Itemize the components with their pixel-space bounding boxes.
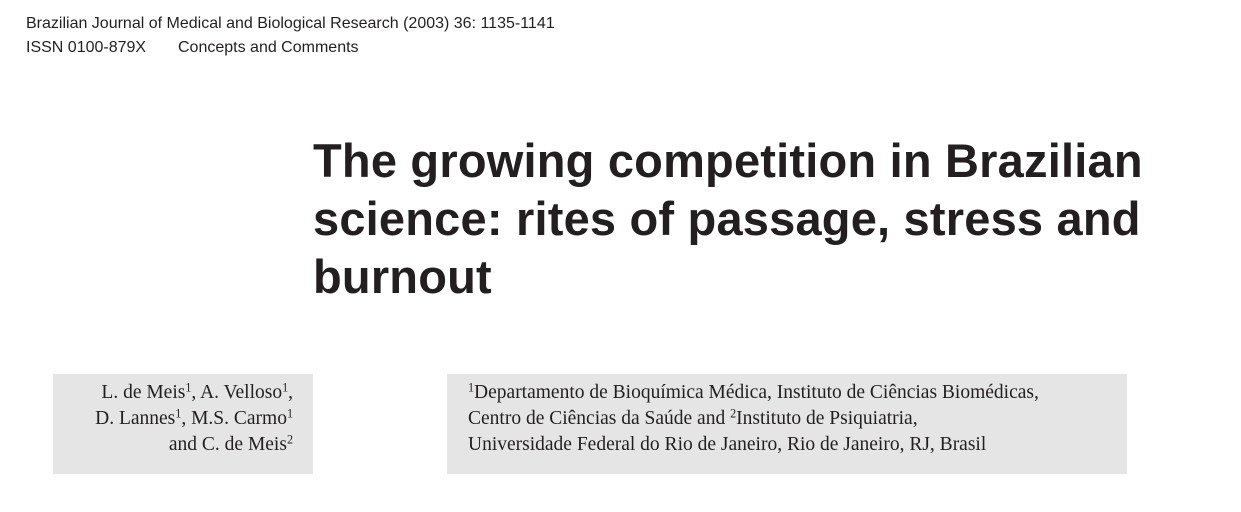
article-title [313, 132, 1213, 306]
journal-header [26, 12, 555, 60]
title-line-1: The growing competition in Brazilian [313, 134, 1143, 187]
affiliation-marker: 1 [185, 380, 192, 395]
affiliation-text: Instituto de Psiquiatria, [736, 408, 918, 429]
affiliation-marker: 1 [175, 406, 182, 421]
title-line-3: burnout [313, 250, 492, 303]
affiliation-line-2 [468, 406, 1127, 432]
author-separator: , [181, 408, 192, 429]
journal-citation: Brazilian Journal of Medical and Biological Research (2003) 36: 1135-1141 [26, 15, 555, 32]
author-name: A. Velloso [200, 382, 283, 403]
affiliation-line-1 [468, 380, 1127, 406]
affiliation-text: Centro de Ciências da Saúde and [468, 408, 731, 429]
authors-box [53, 374, 313, 474]
affiliation-marker: 1 [286, 406, 293, 421]
journal-issn-line [26, 36, 555, 60]
authors-line-3 [53, 432, 293, 458]
affiliation-marker: 1 [468, 380, 475, 395]
authors-line-1 [53, 380, 293, 406]
author-name: M.S. Carmo [191, 408, 287, 429]
issn: ISSN 0100-879X [26, 39, 147, 56]
author-separator: , [191, 382, 201, 403]
section-label: Concepts and Comments [178, 39, 359, 56]
author-name: D. Lannes [95, 408, 176, 429]
affiliation-marker: 2 [730, 406, 737, 421]
author-name: L. de Meis [101, 382, 186, 403]
affiliation-marker: 2 [286, 432, 293, 447]
affiliation-text: Departamento de Bioquímica Médica, Instituto de Ciências Biomédicas, [474, 382, 1039, 403]
author-separator: , [288, 382, 293, 403]
affiliations-box [447, 374, 1127, 474]
affiliation-marker: 1 [282, 380, 289, 395]
title-line-2: science: rites of passage, stress and [313, 192, 1141, 245]
authors-line-2 [53, 406, 293, 432]
author-name: and C. de Meis [168, 434, 287, 455]
affiliation-line-3: Universidade Federal do Rio de Janeiro, Rio de Janeiro, RJ, Brasil [468, 434, 987, 455]
